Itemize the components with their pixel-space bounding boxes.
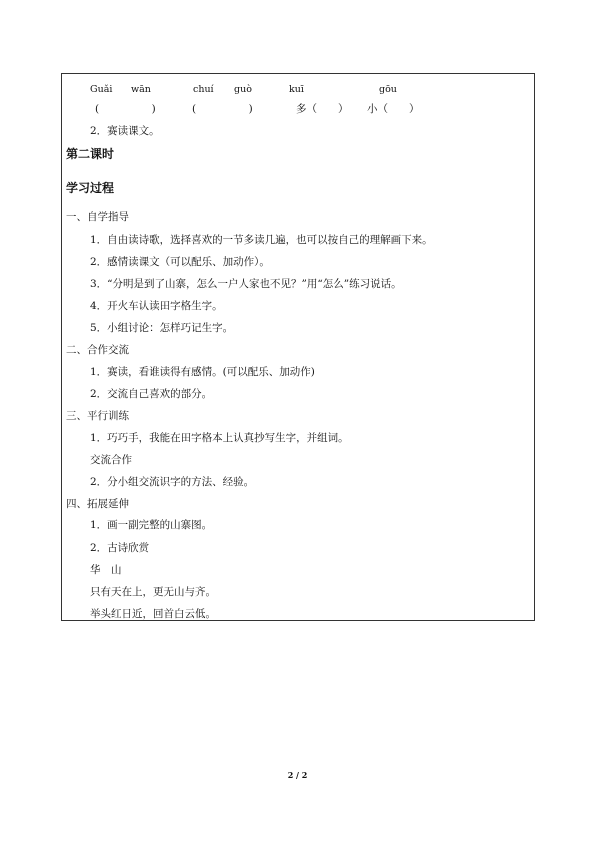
blank-xiao: 小（ ） <box>367 103 420 115</box>
pinyin-guo: guò <box>234 84 252 95</box>
pinyin-guai: Guǎi <box>90 84 113 95</box>
poem-title: 华 山 <box>90 564 122 576</box>
content-frame <box>61 73 535 621</box>
list-item: 2．交流自己喜欢的部分。 <box>90 388 213 400</box>
top-item: 2．赛读课文。 <box>90 125 160 137</box>
list-item: 2．分小组交流识字的方法、经验。 <box>90 476 255 488</box>
blank-duo: 多（ ） <box>296 103 349 115</box>
list-item: 5．小组讨论：怎样巧记生字。 <box>90 322 234 334</box>
list-item: 2．感情读课文（可以配乐、加动作）。 <box>90 256 270 268</box>
page-number: 2 / 2 <box>287 770 308 780</box>
section-title: 四、拓展延伸 <box>66 498 129 510</box>
list-item: 4．开火车认读田字格生字。 <box>90 300 223 312</box>
pinyin-chui: chuí <box>193 84 214 95</box>
list-item: 1．自由读诗歌，选择喜欢的一节多读几遍，也可以按自己的理解画下来。 <box>90 234 433 246</box>
list-item: 1．巧巧手，我能在田字格本上认真抄写生字，并组词。 <box>90 432 349 444</box>
blank-guaiwan: ( ) <box>95 103 156 115</box>
list-item: 1．画一副完整的山寨图。 <box>90 519 213 531</box>
list-item: 3．“分明是到了山寨，怎么一户人家也不见？”用“怎么”练习说话。 <box>90 278 402 290</box>
list-item: 1．赛读，看谁读得有感情。(可以配乐、加动作) <box>90 366 315 378</box>
list-item: 交流合作 <box>90 454 132 466</box>
section-title: 二、合作交流 <box>66 344 129 356</box>
list-item: 2．古诗欣赏 <box>90 542 150 554</box>
pinyin-wan: wān <box>131 84 151 95</box>
heading-lesson: 第二课时 <box>66 147 115 161</box>
poem-line: 举头红日近，回首白云低。 <box>90 608 216 620</box>
heading-process: 学习过程 <box>66 181 115 195</box>
blank-chuiguo: ( ) <box>192 103 253 115</box>
section-title: 三、平行训练 <box>66 410 129 422</box>
poem-line: 只有天在上，更无山与齐。 <box>90 586 216 598</box>
section-title: 一、自学指导 <box>66 211 129 223</box>
pinyin-gou: gōu <box>379 84 397 95</box>
pinyin-kui: kuī <box>289 84 304 95</box>
